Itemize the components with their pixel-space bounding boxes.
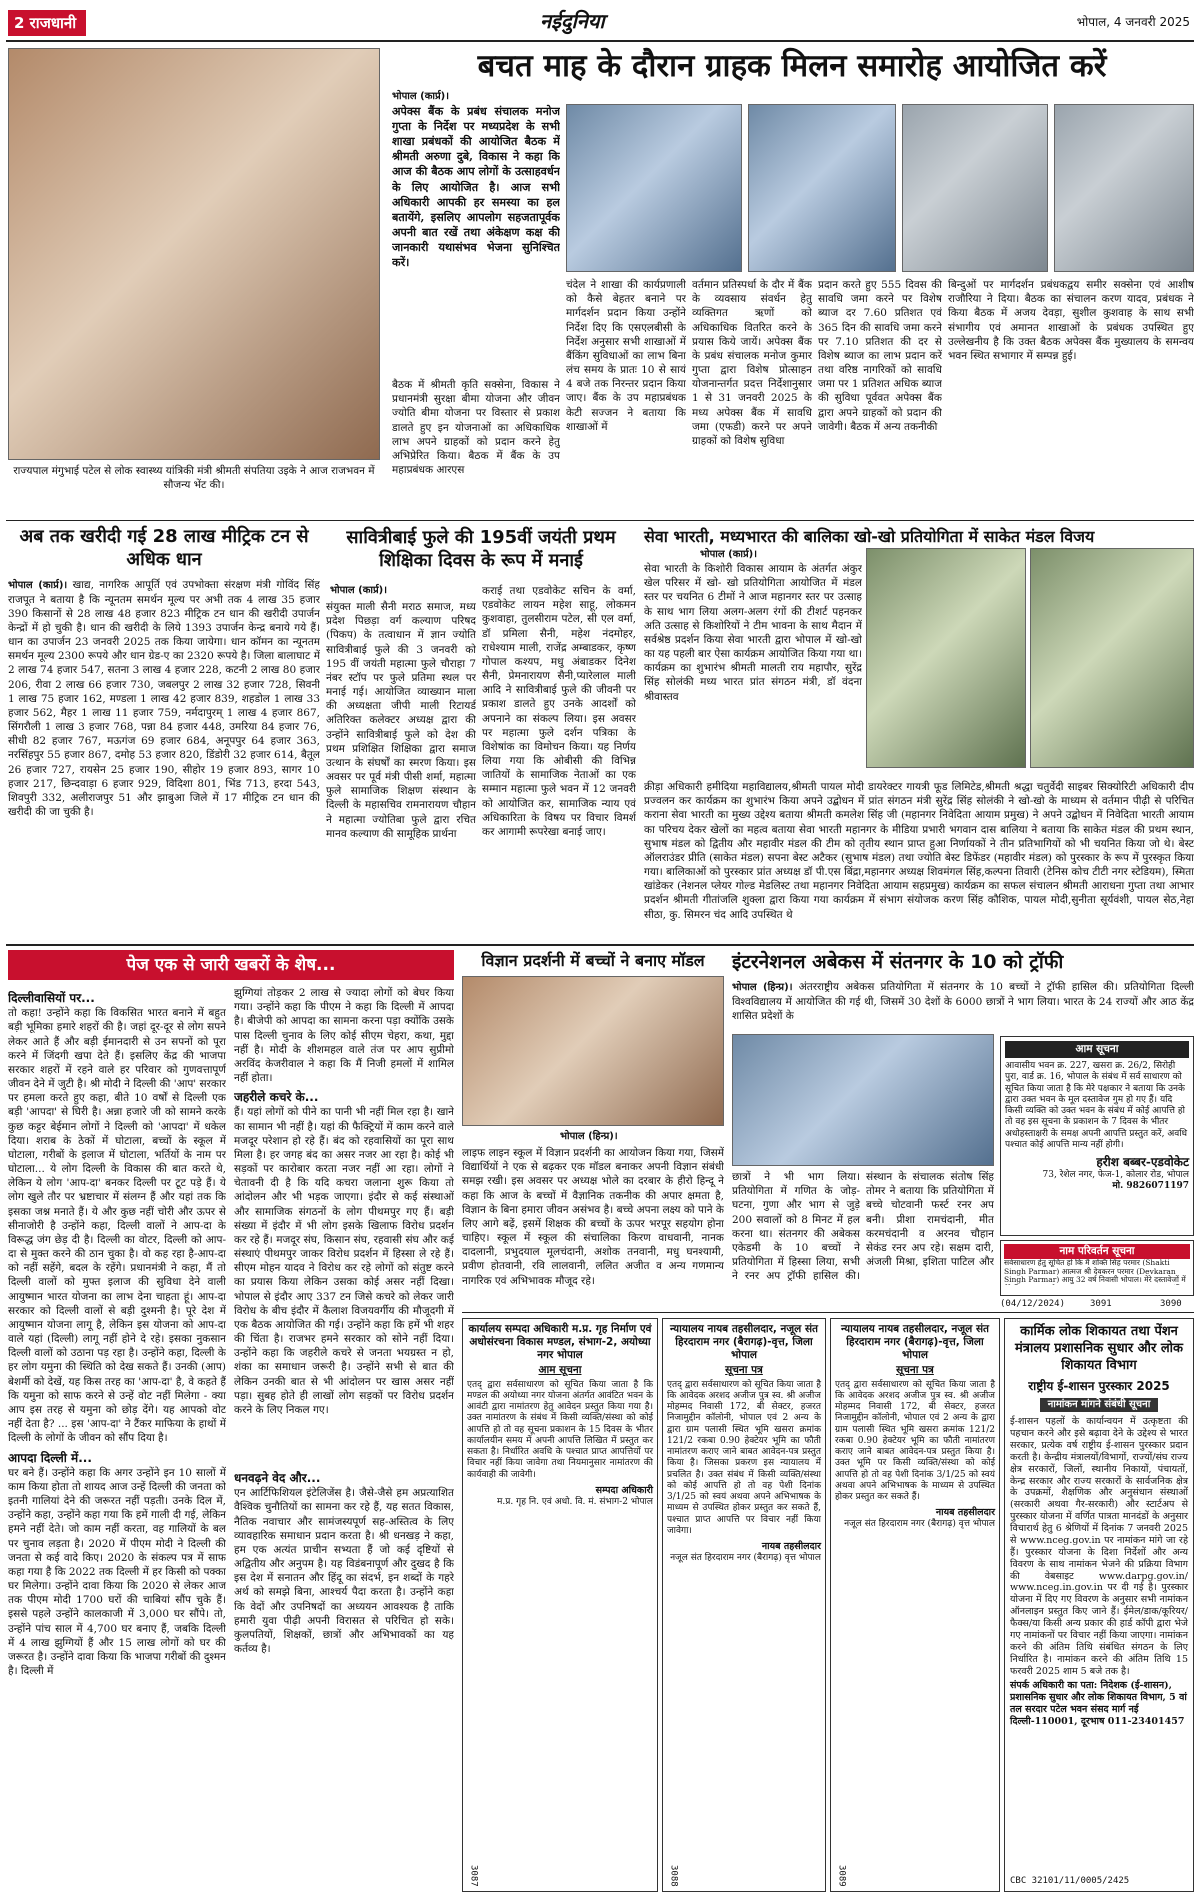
- dateline: भोपाल, 4 जनवरी 2025: [1076, 15, 1190, 29]
- aam-suchna-title: आम सूचना: [1005, 1041, 1189, 1058]
- paddy-text: खाद्य, नागरिक आपूर्ति एवं उपभोक्ता संरक्षण मंत्री गोविंद सिंह राजपूत ने बताया है कि न्यूनतम समर्थन मूल्य पर अभी तक 4 लाख 35 हजार 390 किसानों से 28 लाख 48 हजार 823 मीट्रिक टन धान की खरीदी उपार्जन केन्द्रों में हो चुकी है। धान की खरीदी के लिये 1393 उपार्जन केन्द्र बनाये गये हैं। धान का उपार्जन 23 जनवरी 2025 तक किया जायेगा। धान कॉमन का न्यूनतम समर्थन मूल्य 2300 रूपये और धान ग्रेड-ए का 2320 रूपये है। जिला बालाघाट में 2 लाख 74 हजार 547, सतना 3 लाख 4 हजार 228, कटनी 2 लाख 80 हजार 206, रीवा 2 लाख 66 हजार 730, जबलपुर 2 लाख 32 हजार 728, सिवनी 1 लाख 75 हजार 162, मण्डला 1 लाख 42 हजार 839, शहडोल 1 लाख 33 हजार 562, मैहर 1 लाख 11 हजार 759, नर्मदापुरम् 1 लाख 4 हजार 867, सिंगरौली 1 लाख 3 हजार 768, पन्ना 84 हजार 448, उमरिया 84 हजार 76, सीधी 82 हजार 767, मऊगंज 69 हजार 684, अनूपपुर 64 हजार 363, नरसिंहपुर 55 हजार 867, दमोह 53 हजार 820, डिंडोरी 32 हजार 614, बैतूल 26 हजार 727, रायसेन 25 हजार 190, सीहोर 19 हजार 893, सागर 10 हजार 217, छिन्दवाड़ा 6 हजार 929, विदिशा 801, भिंड 713, हरदा 543, शिवपुरी 332, अलीराजपुर 51 और झाबुआ जिले में 17 मीट्रिक टन धान की खरीदी की जा चुकी है।: [8, 579, 320, 819]
- lead-col2: चंदेल ने शाखा की कार्यप्रणाली को कैसे बेहतर बनाने पर मार्गदर्शन प्रदान किया उन्होंने निर्देश दिए कि एसएलबीसी के निर्देश अनुसार सभी शाखाओं में बैंकिंग सुविधाओं का लाभ बिना लंच समय के प्रातः 10 से सायं 4 बजे तक निरन्तर प्रदान किया जाए। बैंक के उप महाप्रबंधक केटी सज्जन ने बताया कि शाखाओं में: [566, 279, 686, 433]
- lead-byline: भोपाल (कार्प्र)।: [392, 91, 450, 102]
- notice-3: [830, 1318, 1000, 1892]
- meeting-photo-2: [748, 104, 896, 272]
- notice-1: [462, 1318, 658, 1892]
- continued-col1: [8, 986, 226, 1892]
- khokho-headline: सेवा भारती, मध्यभारत की बालिका खो-खो प्रतियोगिता में साकेत मंडल विजय: [644, 527, 1095, 546]
- paddy-byline: भोपाल (कार्प्र)।: [8, 580, 68, 591]
- notice-1-title: आम सूचना: [538, 1364, 582, 1377]
- lead-col4: प्रदान करते हुए 555 दिवस की सावधि जमा करने पर विशेष ब्याज दर 7.60 प्रतिशत एवं 365 दिन की सावधि जमा करने पर 7.10 प्रतिशत की दर से विशेष ब्याज का लाभ प्रदान करें तथा वरिष्ठ नागरिकों को सावधि जमा पर 1 प्रतिशत अधिक ब्याज की सुविधा पूर्ववत अपेक्स बैंक द्वारा अपने ग्राहकों को प्रदान की जावेगी। बैठक में अन्य तकनीकी: [818, 279, 942, 433]
- page-number: 2: [14, 14, 25, 32]
- veda-text: एन आर्टिफिशियल इंटेलिजेंस है। जैसे-जैसे हम अप्रत्याशित वैश्विक चुनौतियों का सामना कर रहे हैं, यह सतत विकास, नैतिक नवाचार और सामंजस्यपूर्ण सह-अस्तित्व के लिए व्यावहारिक समाधान प्रदान करता है। श्री धनखड़ ने कहा, हम एक अत्यंत प्राचीन सभ्यता हैं जो कई दृष्टियों से अद्वितीय और अनुपम है। यह विडंबनापूर्ण और दुखद है कि इस देश में सनातन और हिंदू का संदर्भ, इन शब्दों के गहरे अर्थ को समझे बिना, आश्चर्य पैदा करता है। उन्होंने कहा कि वेदों और उपनिषदों का अध्ययन आवश्यक है ताकि हमारी युवा पीढ़ी अपनी विरासत से परिचित हो सके। कुलपतियों, शिक्षकों, छात्रों और अभिभावकों का यह कर्तव्य है।: [234, 1487, 454, 1656]
- lead-col5: बिन्दुओं पर मार्गदर्शन प्रबंधकद्वय समीर सक्सेना एवं आशीष राजौरिया ने दिया। बैठक का संचालन करण यादव, प्रबंधक ने किया बैठक में अजय देवड़ा, सुशील कुशवाह के साथ सभी संभागीय एवं अमानत शाखाओं के प्रबंधक उपस्थित हुए उल्लेखनीय है कि उक्त बैठक अपेक्स बैंक मुख्यालय के समन्वय भवन स्थित सभागार में सम्पन्न हुई।: [948, 279, 1194, 362]
- khokho-byline: भोपाल (कार्प्र)।: [700, 549, 758, 560]
- governor-photo: [8, 48, 380, 460]
- abacus-intro: [732, 980, 1194, 1032]
- name-change-code1: 3091: [1090, 1299, 1112, 1309]
- ministry-code: CBC 32101/11/0005/2425: [1010, 1875, 1130, 1886]
- ministry-body: ई-शासन पहलों के कार्यान्वयन में उत्कृष्टता की पहचान करने और इसे बढ़ावा देने के उद्देश्य से भारत सरकार, प्रत्येक वर्ष राष्ट्रीय ई-शासन पुरस्कार प्रदान करती है। केन्द्रीय मंत्रालयों/विभागों, राज्यों/संघ राज्य क्षेत्र सरकारों, जिलों, स्थानीय निकायों, पंचायतों, केन्द्र सरकार और राज्य सरकारों के सार्वजनिक क्षेत्र के उपक्रमों, शैक्षणिक और अनुसंधान संस्थाओं (सरकारी अथवा गैर-सरकारी) और स्टार्टअप से पुरस्कार योजना में वर्णित पात्रता मानदंडों के अनुसार विचारार्थ हेतु 6 श्रेणियों में दिनांक 7 जनवरी 2025 से www.nceg.gov.in पर नामांकन मांगे जा रहे हैं। पुरस्कार योजना के दिशा निर्देशों और अन्य विवरण के साथ नामांकन भेजने की प्रक्रिया विभाग की वेबसाइट www.darpg.gov.in/ www.nceg.in.gov.in पर दी गई है। पुरस्कार योजना में दिए गए विवरण के अनुसार सभी नामांकन ऑनलाइन प्रस्तुत किए जाने हैं। ईमेल/डाक/कूरियर/फैक्स/या किसी अन्य प्रकार की हार्ड कॉपी द्वारा भेजे गए नामांकनों पर विचार नहीं किया जाएगा। नामांकन करने की अंतिम तिथि संबंधित संगठन के लिए निर्धारित है। नामांकन करने की अंतिम तिथि 15 फरवरी 2025 शाम 5 बजे तक है।: [1010, 1416, 1188, 1677]
- abacus-body: छात्रों ने भी भाग लिया। प्रतियोगिता में गणित के जोड़-घटना, गुणा और भाग से जुड़े 200 सवालों को 8 मिनट में हल करना था। संतनगर की अबेकस एकेडमी के 10 बच्चों ने प्रतियोगिता में हिस्सा लिया, सभी ने रनर अप ट्रॉफी हासिल की। संस्थान के संचालक संतोष सिंह तोमर ने बताया कि प्रतियोगिता में बच्चे चोटवानी फर्स्ट रनर अप बनी। प्रीशा रामचंदानी, मीत करमचंदानी व अरनव चौहान सेकंड रनर अप रहे। सक्षम दारी, अंजली मिश्रा, इशिता पाटिल और: [732, 1171, 994, 1283]
- name-change-body: सर्वसाधारण हेतु सूचित हो कि मैं शक्ति सिंह परमार (Shakti Singh Parmar) आत्मज श्री देवकरन परमार (Devkaran Singh Parmar) आयु 32 वर्ष निवासी भोपाल। मेरे दस्तावेजों में: [1004, 1259, 1186, 1285]
- aam-suchna-address: 73, रेशेल नगर, फेज-1, कोलार रोड, भोपाल: [1042, 1170, 1189, 1181]
- notice-2-office: न्यायालय नायब तहसीलदार, नजूल संत हिरदाराम नगर (बैरागढ़)-वृत्त, जिला भोपाल: [669, 1323, 819, 1362]
- notice-2-body: एतद् द्वारा सर्वसाधारण को सूचित किया जाता है कि आवेदक अरशद अजीज पुत्र स्व. श्री अजीज मोहम्मद निवासी 172, बी सेक्टर, हजरत निजामुद्दीन कॉलोनी, भोपाल एवं 2 अन्य के द्वारा ग्राम पलासी स्थित भूमि खसरा क्रमांक 121/2 रकबा 0.90 हेक्टेयर भूमि का फौती नामांतरण कराए जाने बाबत आवेदन-पत्र प्रस्तुत किया है। जिसका प्रकरण इस न्यायालय में प्रचलित है। उक्त संबंध में किसी व्यक्ति/संस्था को कोई आपत्ति हो तो वह पेशी दिनांक 3/1/25 को स्वयं अथवा अपने अभिभाषक के माध्यम से उपस्थित होकर प्रस्तुत कर सकते हैं, पश्चात प्राप्त आपत्ति पर विचार नहीं किया जावेगा।: [667, 1379, 821, 1536]
- khokho-photo-1: [866, 548, 1026, 768]
- aam-suchna-box: [1000, 1036, 1194, 1236]
- notice-2-code: 3088: [668, 1865, 679, 1887]
- notice-1-sig2: म.प्र. गृह नि. एवं अधो. वि. मं. संभाग-2 भोपाल: [497, 1496, 653, 1507]
- ministry-ad: [1004, 1318, 1194, 1892]
- notice-2: [662, 1318, 826, 1892]
- row-rule-2: [6, 944, 1194, 946]
- name-change-box: [1000, 1240, 1194, 1296]
- mid-text: झुग्गियां तोड़कर 2 लाख से ज्यादा लोगों को बेघर किया गया। उन्होंने कहा कि पीएम ने कहा कि दिल्ली में आपदा है। बीजेपी को आपदा का सामना करना पड़ा क्योंकि उसके पास दिल्ली चुनाव के लिए कोई सीएम चेहरा, कथा, मुद्दा नहीं है। मोदी के शीशमहल वाले तंज पर आप सुप्रीमो अरविंद केजरीवाल ने कहा कि मैं निजी हमलों में शामिल नहीं होता।: [234, 987, 454, 1085]
- notice-2-sig2: नजूल संत हिरदाराम नगर (बैरागढ़) वृत्त भोपाल: [670, 1552, 821, 1563]
- water-subhead: जहरीले कचरे के...: [234, 1090, 319, 1105]
- row-rule-1: [6, 520, 1194, 521]
- notice-3-office: न्यायालय नायब तहसीलदार, नजूल संत हिरदाराम नगर (बैरागढ़)-वृत्त, जिला भोपाल: [840, 1323, 990, 1362]
- notice-2-sig: नायब तहसीलदार: [761, 1541, 821, 1552]
- abacus-photo: [732, 1034, 994, 1166]
- abacus-intro-text: अंतरराष्ट्रीय अबेकस प्रतियोगिता में संतनगर के 10 बच्चों ने ट्रॉफी हासिल की। प्रतियोगिता दिल्ली विश्वविद्यालय में आयोजित की गई थी, जिसमें 30 देशों के 6000 छात्रों ने भाग लिया। भारत के 24 राज्यों और आठ केंद्र शासित प्रदेशों के: [732, 981, 1194, 1022]
- khokho-intro: सेवा भारती के किशोरी विकास आयाम के अंतर्गत अंकुर खेल परिसर में खो- खो प्रतियोगिता आयोजित में मंडल स्तर पर चयनित 6 टीमों ने आज महानगर स्तर पर उत्साह के साथ भाग लिया अलग-अलग रंगों की टीशर्ट पहनकर अति उत्साह से किशोरियों ने टीम भावना के साथ मैदान में सर्वश्रेष्ठ प्रदर्शन किया सेवा भारती द्वारा भोपाल में खो-खो का यह पहली बार ऐसा कार्यक्रम आयोजित किया गया था। कार्यक्रम का शुभारंभ श्रीमती मालती राय महापौर, सुरेंद्र सिंह सोलंकी मध्य भारत प्रांत संगठन मंत्री, डॉ वंदना श्रीवास्तव: [644, 563, 862, 703]
- notice-3-code: 3089: [836, 1865, 847, 1887]
- row-rule-3: [462, 1312, 1194, 1313]
- aam-suchna-signer: हरीश बब्बर-एडवोकेट: [1096, 1155, 1189, 1170]
- lead-headline: बचत माह के दौरान ग्राहक मिलन समारोह आयोजित करें: [477, 48, 1107, 84]
- name-change-code2: 3090: [1160, 1299, 1182, 1309]
- phule-headline: सावित्रीबाई फुले की 195वीं जयंती प्रथम शिक्षिका दिवस के रूप में मनाई: [346, 527, 616, 572]
- paddy-body: [8, 578, 320, 938]
- meeting-photo-4: [1054, 104, 1194, 272]
- continued-banner: पेज एक से जारी खबरों के शेष...: [8, 950, 454, 980]
- page-header: [0, 0, 1200, 44]
- notice-3-body: एतद् द्वारा सर्वसाधारण को सूचित किया जाता है कि आवेदक अरशद अजीज पुत्र स्व. श्री अजीज मोहम्मद निवासी 172, बी सेक्टर, हजरत निजामुद्दीन कॉलोनी, भोपाल एवं 2 अन्य के द्वारा ग्राम पलासी स्थित भूमि खसरा क्रमांक 121/2 रकबा 0.90 हेक्टेयर भूमि का फौती नामांतरण कराए जाने बाबत आवेदन-पत्र प्रस्तुत किया है। उक्त भूमि पर किसी व्यक्ति/संस्था को कोई आपत्ति हो तो वह पेशी दिनांक 3/1/25 को स्वयं अथवा अपने अभिभाषक के माध्यम से उपस्थित होकर प्रस्तुत कर सकते हैं।: [835, 1379, 995, 1502]
- delhi-subhead: दिल्लीवासियों पर...: [8, 991, 95, 1005]
- abacus-byline: भोपाल (हिन्प्र)।: [732, 982, 793, 993]
- notice-3-title: सूचना पत्र: [896, 1364, 934, 1377]
- science-byline: भोपाल (हिन्प्र)।: [560, 1131, 618, 1142]
- apda-subhead: आपदा दिल्ली में...: [8, 1450, 92, 1465]
- aam-suchna-mobile: मो. 9826071197: [1112, 1181, 1189, 1192]
- ministry-badge: नामांकन मांगने संबंधी सूचना: [1040, 1398, 1159, 1413]
- continued-col2: [234, 986, 454, 1466]
- notice-1-sig: सम्पदा अधिकारी: [595, 1484, 653, 1496]
- notice-1-code: 3087: [468, 1865, 479, 1887]
- veda-subhead: धनवढ़ने वेद और...: [234, 1471, 321, 1485]
- delhi-text: तो कहा! उन्होंने कहा कि विकसित भारत बनाने में बहुत बड़ी भूमिका हमारे शहरों की है। जहां दूर-दूर से लोग सपने लेकर आते हैं और बड़ी ईमानदारी से उन सपनों को पूरा करने में जिंदगी खपा देते हैं। इसलिए केंद्र की भाजपा सरकार शहरों में रहने वाले हर परिवार को गुणवत्तापूर्ण जीवन देने में जुटी है। श्री मोदी ने दिल्ली की 'आप' सरकार पर हमला करते हुए कहा, बीते 10 वर्षों से दिल्ली एक बड़ी 'आपदा' से घिरी है। अन्ना हजारे जी को सामने करके कुछ कट्टर बेईमान लोगों ने दिल्ली को 'आपदा' में धकेल दिया। शराब के ठेकों में घोटाला, बच्चों के स्कूल में घोटाला, गरीबों के इलाज में घोटाला, भर्तियों के नाम पर घोटाला... ये लोग दिल्ली के विकास की बात करते थे, लेकिन ये लोग 'आप-दा' बनकर दिल्ली पर टूट पड़े हैं। ये लोग खुले तौर पर भ्रष्टाचार में संलग्न हैं और यहां तक कि इसका जश्न मनाते हैं। ये और कुछ नहीं चोरी और ऊपर से सीनाजोरी है उन्होंने कहा, दिल्ली वालों ने आप-दा के विरूद्ध जंग छेड़ दी है। दिल्ली का वोटर, दिल्ली को आप-दा से मुक्त करने की ठान चुका है। वो कह रहा है-आप-दा को नहीं सहेंगे, बदल के रहेंगे। प्रधानमंत्री ने कहा, मैं तो दिल्ली वालों को मुफ्त इलाज की सुविधा देने वाली आयुष्मान भारत योजना का लाभ देना चाहता हूं। आप-दा सरकार को दिल्ली वालों से बड़ी दुश्मनी है। पूरे देश में आयुष्मान योजना लागू है, लेकिन इस योजना को आप-दा वाले यहां (दिल्ली) लागू नहीं होने दे रहे। इसका नुकसान दिल्ली वालों को उठाना पड़ रहा है। उन्होंने कहा, दिल्ली के हर लोग यमुना की स्थिति को देख सकते हैं। उनकी (आप) बेशर्मी को देखें, यह किस तरह का 'आप-दा' है, वे कहते हैं कि यमुना को साफ करने से उन्हें वोट नहीं मिलेगा - क्या आप इस तरह से यमुना को छोड़ देंगे। यह आपको वोट नहीं देता है? ... इस 'आप-दा' ने टैंकर माफिया के हाथों में दिल्ली के लोगों के जीवन को सौंप दिया है।: [8, 1007, 226, 1445]
- lead-col3: वर्तमान प्रतिस्पर्धा के दौर में बैंक के व्यवसाय संवर्धन हेतु व्यक्तिगत ऋणों को अधिकाधिक वितरित करने के प्रयास किये जायें। अपेक्स बैंक के प्रबंध संचालक मनोज कुमार गुप्ता द्वारा विशेष प्रोत्साहन योजनान्तर्गत प्रदत्त निर्देशानुसार 1 से 31 जनवरी 2025 के मध्य अपेक्स बैंक में सावधि जमा (एफडी) करने पर अपने ग्राहकों को विशेष सुविधा: [692, 279, 812, 447]
- name-change-date: (04/12/2024): [1000, 1299, 1066, 1309]
- notice-2-title: सूचना पत्र: [725, 1364, 763, 1377]
- water-text: हैं। यहां लोगों को पीने का पानी भी नहीं मिल रहा है। खाने का सामान भी नहीं है। यहां की फैक्ट्रियों में काम करने वाले मजदूर परेशान हो रहे हैं। बंद को रहवासियों का पूरा साथ मिला है। हर जगह बंद का असर नजर आ रहा है। कोई भी सड़कों पर कारोबार करता नजर नहीं आ रहा। लोगों ने चेतावनी दी है कि यदि कचरा जलाना शुरू किया तो आंदोलन और भी भड़क जाएगा। इंदौर से कई संस्थाओं और सामाजिक संगठनों के लोग पीथमपुर गए हैं। बड़ी संख्या में इंदौर में भी लोग इसके खिलाफ विरोध प्रदर्शन कर रहे हैं। मजदूर संघ, किसान संघ, रहवासी संघ और कई संस्थाएं पीथमपुर जाकर विरोध प्रदर्शन में हिस्सा ले रहे हैं। सीएम मोहन यादव ने विरोध कर रहे लोगों को संतुष्ट करने का प्रयास किया लेकिन उसका कोई असर नहीं दिखा। भोपाल से इंदौर आए 337 टन जिसे कचरे को लेकर जारी विरोध के बीच इंदौर में कैलाश विजयवर्गीय की मौजूदगी में एक बैठक आयोजित की गई। उन्होंने कहा कि हमें भी शहर की चिंता है। राजभर हमने सरकार को सोने नहीं दिया। उन्होंने कहा कि जहरीले कचरे से जनता भयग्रस्त न हो, शंका का समाधान जरूरी है। उन्होंने सभी से बात की लेकिन उनकी बात से भी आंदोलन पर खास असर नहीं पड़ा। सुबह होते ही लाखों लोग सड़कों पर विरोध प्रदर्शन करने के लिए निकल गए।: [234, 1106, 454, 1416]
- ministry-subtitle: राष्ट्रीय ई-शासन पुरस्कार 2025: [1028, 1378, 1170, 1393]
- header-rule: [6, 40, 1194, 42]
- abacus-headline: इंटरनेशनल अबेकस में संतनगर के 10 को ट्रॉफी: [732, 951, 1064, 973]
- notice-1-body: एतद् द्वारा सर्वसाधारण को सूचित किया जाता है कि मण्डल की अयोध्या नगर योजना अंतर्गत आवंटित भवन के आवंटी द्वारा नामांतरण हेतु आवेदन प्रस्तुत किया गया है। उक्त नामांतरण के संबंध में किसी व्यक्ति/संस्था को कोई आपत्ति हो तो वह सूचना प्रकाशन के 15 दिवस के भीतर कार्यालयीन समय में अपनी आपत्ति लिखित में प्रस्तुत कर सकता है। निर्धारित अवधि के पश्चात प्राप्त आपत्तियों पर विचार नहीं किया जावेगा तथा नियमानुसार नामांतरण की कार्यवाही की जावेगी।: [467, 1379, 653, 1480]
- section-name: राजधानी: [29, 14, 77, 32]
- continued-col2b: [234, 1466, 454, 1712]
- science-headline: विज्ञान प्रदर्शनी में बच्चों ने बनाए मॉडल: [481, 951, 705, 970]
- lead-col1: बैठक में श्रीमती कृति सक्सेना, विकास ने प्रधानमंत्री सुरक्षा बीमा योजना और जीवन ज्योति बीमा योजना पर विस्तार से प्रकाश डालते हुए इन योजनाओं का अधिकाधिक लाभ अपने ग्राहकों को प्रदान करने हेतु अभिप्रेरित किया। बैठक में बैंक के उप महाप्रबंधक आरएस: [392, 379, 560, 477]
- phule-col1: संयुक्त माली सैनी मराठ समाज, मध्य प्रदेश पिछड़ा वर्ग कल्याण परिषद (पिकप) के तत्वाधान में ज्ञान ज्योति सावित्रीबाई फुले की 3 जनवरी को 195 वीं जयंती महात्मा फुले चौराहा 7 नंबर स्टॉप पर फुले प्रतिमा स्थल पर मनाई गई। आयोजित व्याख्यान माला की अध्यक्षता जीपी माली रिटायर्ड अतिरिक्त कलेक्टर अध्यक्ष द्वारा की उन्होंने सावित्रीबाई फुले को देश की प्रथम प्रशिक्षित शिक्षिका द्वारा समाज उत्थान के संघर्षों का स्मरण किया। इस अवसर पर पूर्व मंत्री पीसी शर्मा, महात्मा फुले सामाजिक शिक्षण संस्थान के दिल्ली के महासचिव रामनारायण चौहान ने महात्मा ज्योतिबा फुले द्वारा रचित मानव कल्याण की सामूहिक प्रार्थना: [326, 601, 476, 840]
- notice-3-sig: नायब तहसीलदार: [935, 1507, 995, 1519]
- meeting-photo-1: [566, 104, 742, 272]
- paddy-headline: अब तक खरीदी गई 28 लाख मीट्रिक टन से अधिक धान: [19, 526, 309, 570]
- name-change-title: नाम परिवर्तन सूचना: [1004, 1244, 1190, 1259]
- ministry-title: कार्मिक लोक शिकायत तथा पेंशन मंत्रालय प्रशासनिक सुधार और लोक शिकायत विभाग: [1015, 1324, 1183, 1373]
- notice-3-sig2: नजूल संत हिरदाराम नगर (बैरागढ़) वृत्त भोपाल: [844, 1519, 995, 1530]
- phule-col2: कराई तथा एडवोकेट सचिन के वर्मा, एडवोकेट लायन महेश साहू, लोकमन कुशवाहा, तुलसीराम पटेल, सी एल वर्मा, डॉ प्रमिला सैनी, महेश नंदमोहर, राधेश्याम माली, राजेंद्र अम्बाडकर, कृष्ण गोपाल कश्यप, मधु अंबाडकर दिनेश सैनी, प्रेमनारायण सैनी,प्यारेलाल माली आदि ने सावित्रीबाई फुले की जीवनी पर प्रकाश डालते हुए उनके आदर्शों को अपनाने का संकल्प लिया। इस अवसर पर महात्मा फुले दर्शन पत्रिका के विशेषांक का विमोचन किया। यह निर्णय लिया गया कि ओबीसी की विभिन्न जातियों के सामाजिक नेताओं का एक सम्मान महात्मा फुले भवन में 12 जनवरी को आयोजित कर, सामाजिक न्याय एवं अधिकारिता के विषय पर विचार विमर्श कर आगामी रूपरेखा बनाई जाए।: [482, 585, 636, 838]
- science-body: लाइफ लाइन स्कूल में विज्ञान प्रदर्शनी का आयोजन किया गया, जिसमें विद्यार्थियों ने एक से बढ़कर एक मॉडल बनाकर अपनी विज्ञान संबंधी समझ रखी। इस अवसर पर अध्यक्ष भोले का दरबार के हीरो हिन्दू ने कहा कि आज के बच्चों में वैज्ञानिक तकनीक की अपार क्षमता है, विज्ञान के बिना हमारा जीवन असंभव है। बच्चे अपना लक्ष्य को पाने के लिए आगे बढ़ें, इसमें शिक्षक की बच्चों के ऊपर भरपूर सहयोग होना चाहिए। स्कूल में स्कूल की संचालिका किरण वाधवानी, नानक दादलानी, प्रभुदयाल मूलचंदानी, अशोक तनवानी, मधु घनश्यामी, प्रवीण होतवानी, रवि लालवानी, ललित अजीत व अन्य गणमान्य नागरिक एवं अभिभावक मौजूद रहे।: [462, 1147, 724, 1287]
- khokho-body: क्रीड़ा अधिकारी हमीदिया महाविद्यालय,श्रीमती पायल मोदी डायरेक्टर गायत्री फूड लिमिटेड,श्रीमती श्रद्धा चतुर्वेदी साइबर सिक्योरिटी अधिकारी दीप प्रज्वलन कर कार्यक्रम का शुभारंभ किया अपने उद्बोधन में प्रांत संगठन मंत्री सुरेंद्र सिंह सोलंकी ने खो-खो के माध्यम से वर्तमान पीढ़ी से परिचित कराना सेवा भारती का मुख्य उद्देश्य बताया श्रीमती कमलेश सिंह जी (महानगर निवेदिता आयाम प्रमुख) ने अपने उद्बोधन में निवेदिता भारती आयाम का परिचय देकर खेलों का महत्व बताया सेवा भारती महानगर के मीडिया प्रभारी भगवान दास बालिया ने बताया कि साकेत मंडल की प्रथम स्थान, सुभाष मंडल को द्वितीय और महावीर मंडल की टीम को तृतीय स्थान प्राप्त हुआ निर्णायकों ने तीन प्रतिभागियों को भी चयनित किया जो थे। बेस्ट ऑलराउंडर प्रीति (साकेत मंडल) सपना बेस्ट अटैकर (सुभाष मंडल) तथा ज्योति बेस्ट डिफेंडर (महावीर मंडल) को पुरस्कार के रूप में पुरस्कृत किया गया। बालिकाओं को पुरस्कार प्रांत अध्यक्ष डॉ पी.एस बिंद्रा,महानगर अध्यक्ष शिवमंगल सिंह,कल्पना तिवारी (टेनिस कोच टीटी नगर स्टेडियम), स्मिता खांडेकर (नेशनल प्लेयर गोल्ड मेडलिस्ट तथा महानगर निवेदिता आयाम सहप्रमुख) कार्यक्रम का सफल संचालन श्रीमती आराधना गुप्ता तथा आभार प्रदर्शन श्रीमती गीतांजलि शुक्ला द्वारा किया गया कार्यक्रम में संभाग संयोजक करण सिंह कौशिक, पायल मोदी,सुनीता सूर्यवंशी, पायल सेठ,नेहा सीठा, कु. सिमरन चंद आदि उपस्थित थे: [644, 781, 1194, 921]
- section-tag: [8, 10, 86, 36]
- aam-suchna-body: आवासीय भवन क्र. 227, खसरा क्र. 26/2, सिरोही पुरा, वार्ड क्र. 16, भोपाल के संबंध में सर्व साधारण को सूचित किया जाता है कि मेरे पक्षकार ने बताया कि उनके द्वारा उक्त भवन के मूल दस्तावेज गुम हो गए हैं। यदि किसी व्यक्ति को उक्त भवन के संबंध में कोई आपत्ति हो तो वह इस सूचना के प्रकाशन के 7 दिवस के भीतर अधोहस्ताक्षरी के समक्ष अपनी आपत्ति प्रस्तुत करें, अवधि पश्चात कोई आपत्ति मान्य नहीं होगी।: [1005, 1061, 1188, 1150]
- meeting-photo-3: [902, 104, 1048, 272]
- ministry-contact: संपर्क अधिकारी का पता: निदेशक (ई-शासन), प्रशासनिक सुधार और लोक शिकायत विभाग, 5 वां तल सरदार पटेल भवन संसद मार्ग नई दिल्ली-110001, दूरभाष 011-23401457: [1010, 1680, 1187, 1728]
- khokho-photo-2: [1030, 548, 1194, 768]
- apda-text: घर बने हैं। उन्होंने कहा कि अगर उन्होंने इन 10 सालों में काम किया होता तो शायद आज उन्हें दिल्ली की जनता को इतनी गालियां देने की जरूरत नहीं पड़ती। उनके दिल में, उन्होंने कहा, उन्होंने कहा गया कि हमें गाली दी गई, लेकिन हमने नहीं देते। जो काम नहीं करता, वह गालियों के बल पर चुनाव लड़ता है। 2020 में पीएम मोदी ने दिल्ली की जनता से कई वादे किए। 2020 के संकल्प पत्र में साफ कहा गया है कि 2022 तक दिल्ली में हर किसी को पक्का घर मिलेगा। उन्होंने दावा किया कि 2020 से लेकर आज तक पीएम मोदी 1700 घरों की चाबियां सौंप चुके हैं। इससे पहले उन्होंने कालकाजी में 3,000 घर सौंपे। तो, उन्होंने पांच साल में 4,700 घर बनाए हैं, जबकि दिल्ली में 4 लाख झुग्गियों हैं और 15 लाख लोगों को घर की जरूरत है। उन्होंने दावा किया कि भाजपा गरीबों की दुश्मन है। दिल्ली में: [8, 1466, 226, 1678]
- science-photo: [462, 976, 724, 1126]
- masthead: नईदुनिया: [540, 9, 605, 33]
- governor-photo-caption: राज्यपाल मंगुभाई पटेल से लोक स्वास्थ्य यांत्रिकी मंत्री श्रीमती संपतिया उइके ने आज राजभवन में सौजन्य भेंट की।: [13, 465, 375, 492]
- notice-1-office: कार्यालय सम्पदा अधिकारी म.प्र. गृह निर्माण एवं अधोसंरचना विकास मण्डल, संभाग-2, अयोध्या नगर भोपाल: [468, 1323, 652, 1362]
- lead-intro: अपेक्स बैंक के प्रबंध संचालक मनोज गुप्ता के निर्देश पर मध्यप्रदेश के सभी शाखा प्रबंधकों की आयोजित बैठक में श्रीमती अरुणा दुबे, विकास ने कहा कि आज की बैठक आप लोगों के उत्साहवर्धन के लिए आयोजित है। आज सभी अधिकारी आपकी हर समस्या का हल बतायेंगे, इसलिए आपलोग सहजतापूर्वक अपनी बात रखें तथा अंकेक्षण कक्ष की जानकारी यथासंभव भेजना सुनिश्चित करें।: [392, 104, 560, 270]
- phule-byline: भोपाल (कार्प्र)।: [330, 585, 388, 596]
